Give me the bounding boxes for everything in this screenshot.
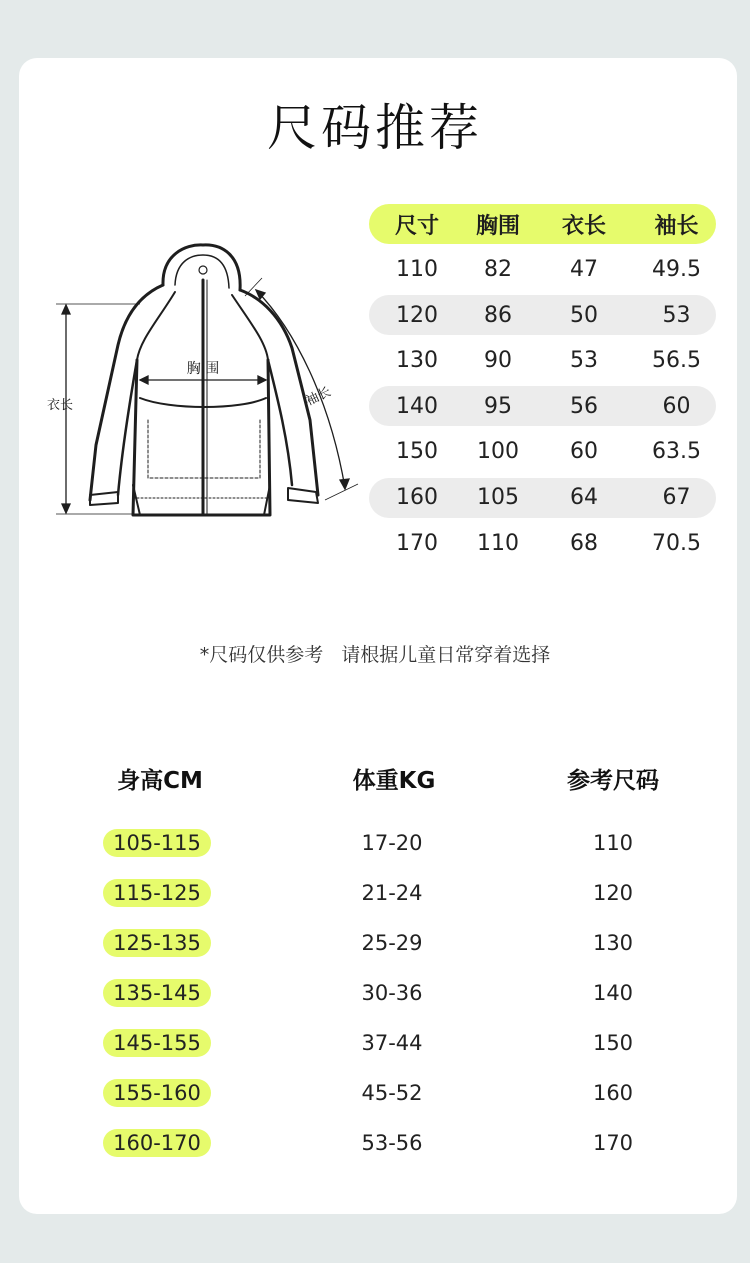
length-label: 衣长 [46, 398, 74, 413]
height-pill: 145-155 [103, 1029, 211, 1057]
weight-cell: 17-20 [361, 831, 423, 855]
weight-cell: 45-52 [361, 1081, 423, 1105]
table-row [369, 478, 716, 518]
height-pill: 115-125 [103, 879, 211, 907]
length-cell: 64 [570, 485, 598, 511]
ref-size-cell: 150 [592, 1031, 634, 1055]
length-cell: 56 [570, 393, 598, 419]
header-height: 身高CM [117, 768, 203, 794]
size-chart-header [369, 204, 716, 244]
size-cell: 130 [396, 348, 438, 374]
size-cell: 140 [396, 393, 438, 419]
height-pill: 135-145 [103, 979, 211, 1007]
header-sleeve: 袖长 [654, 213, 699, 239]
sleeve-cell: 60 [662, 393, 691, 419]
size-cell: 120 [396, 302, 438, 328]
table-row [369, 432, 716, 472]
header-ref-size: 参考尺码 [567, 768, 659, 794]
height-pill: 160-170 [103, 1129, 211, 1157]
weight-cell: 37-44 [361, 1031, 423, 1055]
sleeve-cell: 56.5 [652, 348, 701, 374]
chest-cell: 86 [484, 302, 512, 328]
chest-cell: 100 [477, 439, 519, 465]
sleeve-cell: 53 [662, 302, 691, 328]
list-item [0, 1029, 750, 1059]
chest-label: 胸 围 [186, 361, 220, 377]
ref-size-cell: 160 [592, 1081, 634, 1105]
ref-size-cell: 120 [592, 881, 634, 905]
height-pill: 155-160 [103, 1079, 211, 1107]
length-cell: 50 [570, 302, 598, 328]
sleeve-cell: 63.5 [652, 439, 701, 465]
height-pill: 105-115 [103, 829, 211, 857]
height-pill: 125-135 [103, 929, 211, 957]
header-chest: 胸围 [475, 213, 520, 239]
ref-size-cell: 170 [592, 1131, 634, 1155]
ref-size-cell: 130 [592, 931, 634, 955]
list-item [0, 929, 750, 959]
chest-cell: 95 [484, 393, 512, 419]
list-item [0, 829, 750, 859]
list-item [0, 1129, 750, 1159]
size-cell: 150 [396, 439, 438, 465]
list-item [0, 879, 750, 909]
weight-cell: 21-24 [361, 881, 423, 905]
chest-cell: 82 [484, 257, 512, 283]
weight-cell: 25-29 [361, 931, 423, 955]
length-cell: 60 [570, 439, 598, 465]
size-cell: 170 [396, 530, 438, 556]
header-size: 尺寸 [394, 213, 439, 239]
chest-cell: 90 [484, 348, 512, 374]
table-row [369, 250, 716, 290]
weight-cell: 30-36 [361, 981, 423, 1005]
length-cell: 47 [570, 257, 598, 283]
table-row [369, 523, 716, 563]
sleeve-label: 袖长 [303, 384, 334, 410]
sleeve-cell: 70.5 [652, 530, 701, 556]
header-weight: 体重KG [352, 768, 436, 794]
header-length: 衣长 [561, 213, 606, 239]
length-cell: 53 [570, 348, 598, 374]
table-row [369, 295, 716, 335]
sleeve-cell: 67 [662, 485, 691, 511]
size-note: *尺码仅供参考 请根据儿童日常穿着选择 [199, 644, 551, 666]
size-cell: 110 [396, 257, 438, 283]
page-title: 尺码推荐 [267, 99, 483, 157]
chest-cell: 105 [477, 485, 519, 511]
table-row [369, 386, 716, 426]
length-cell: 68 [570, 530, 598, 556]
ref-size-cell: 110 [592, 831, 634, 855]
chest-cell: 110 [477, 530, 519, 556]
weight-cell: 53-56 [361, 1131, 423, 1155]
size-chart-table [369, 204, 716, 563]
table-row [369, 341, 716, 381]
jacket-diagram [40, 240, 370, 530]
list-item [0, 1079, 750, 1109]
ref-size-cell: 140 [592, 981, 634, 1005]
list-item [0, 979, 750, 1009]
size-cell: 160 [396, 485, 438, 511]
sleeve-cell: 49.5 [652, 257, 701, 283]
